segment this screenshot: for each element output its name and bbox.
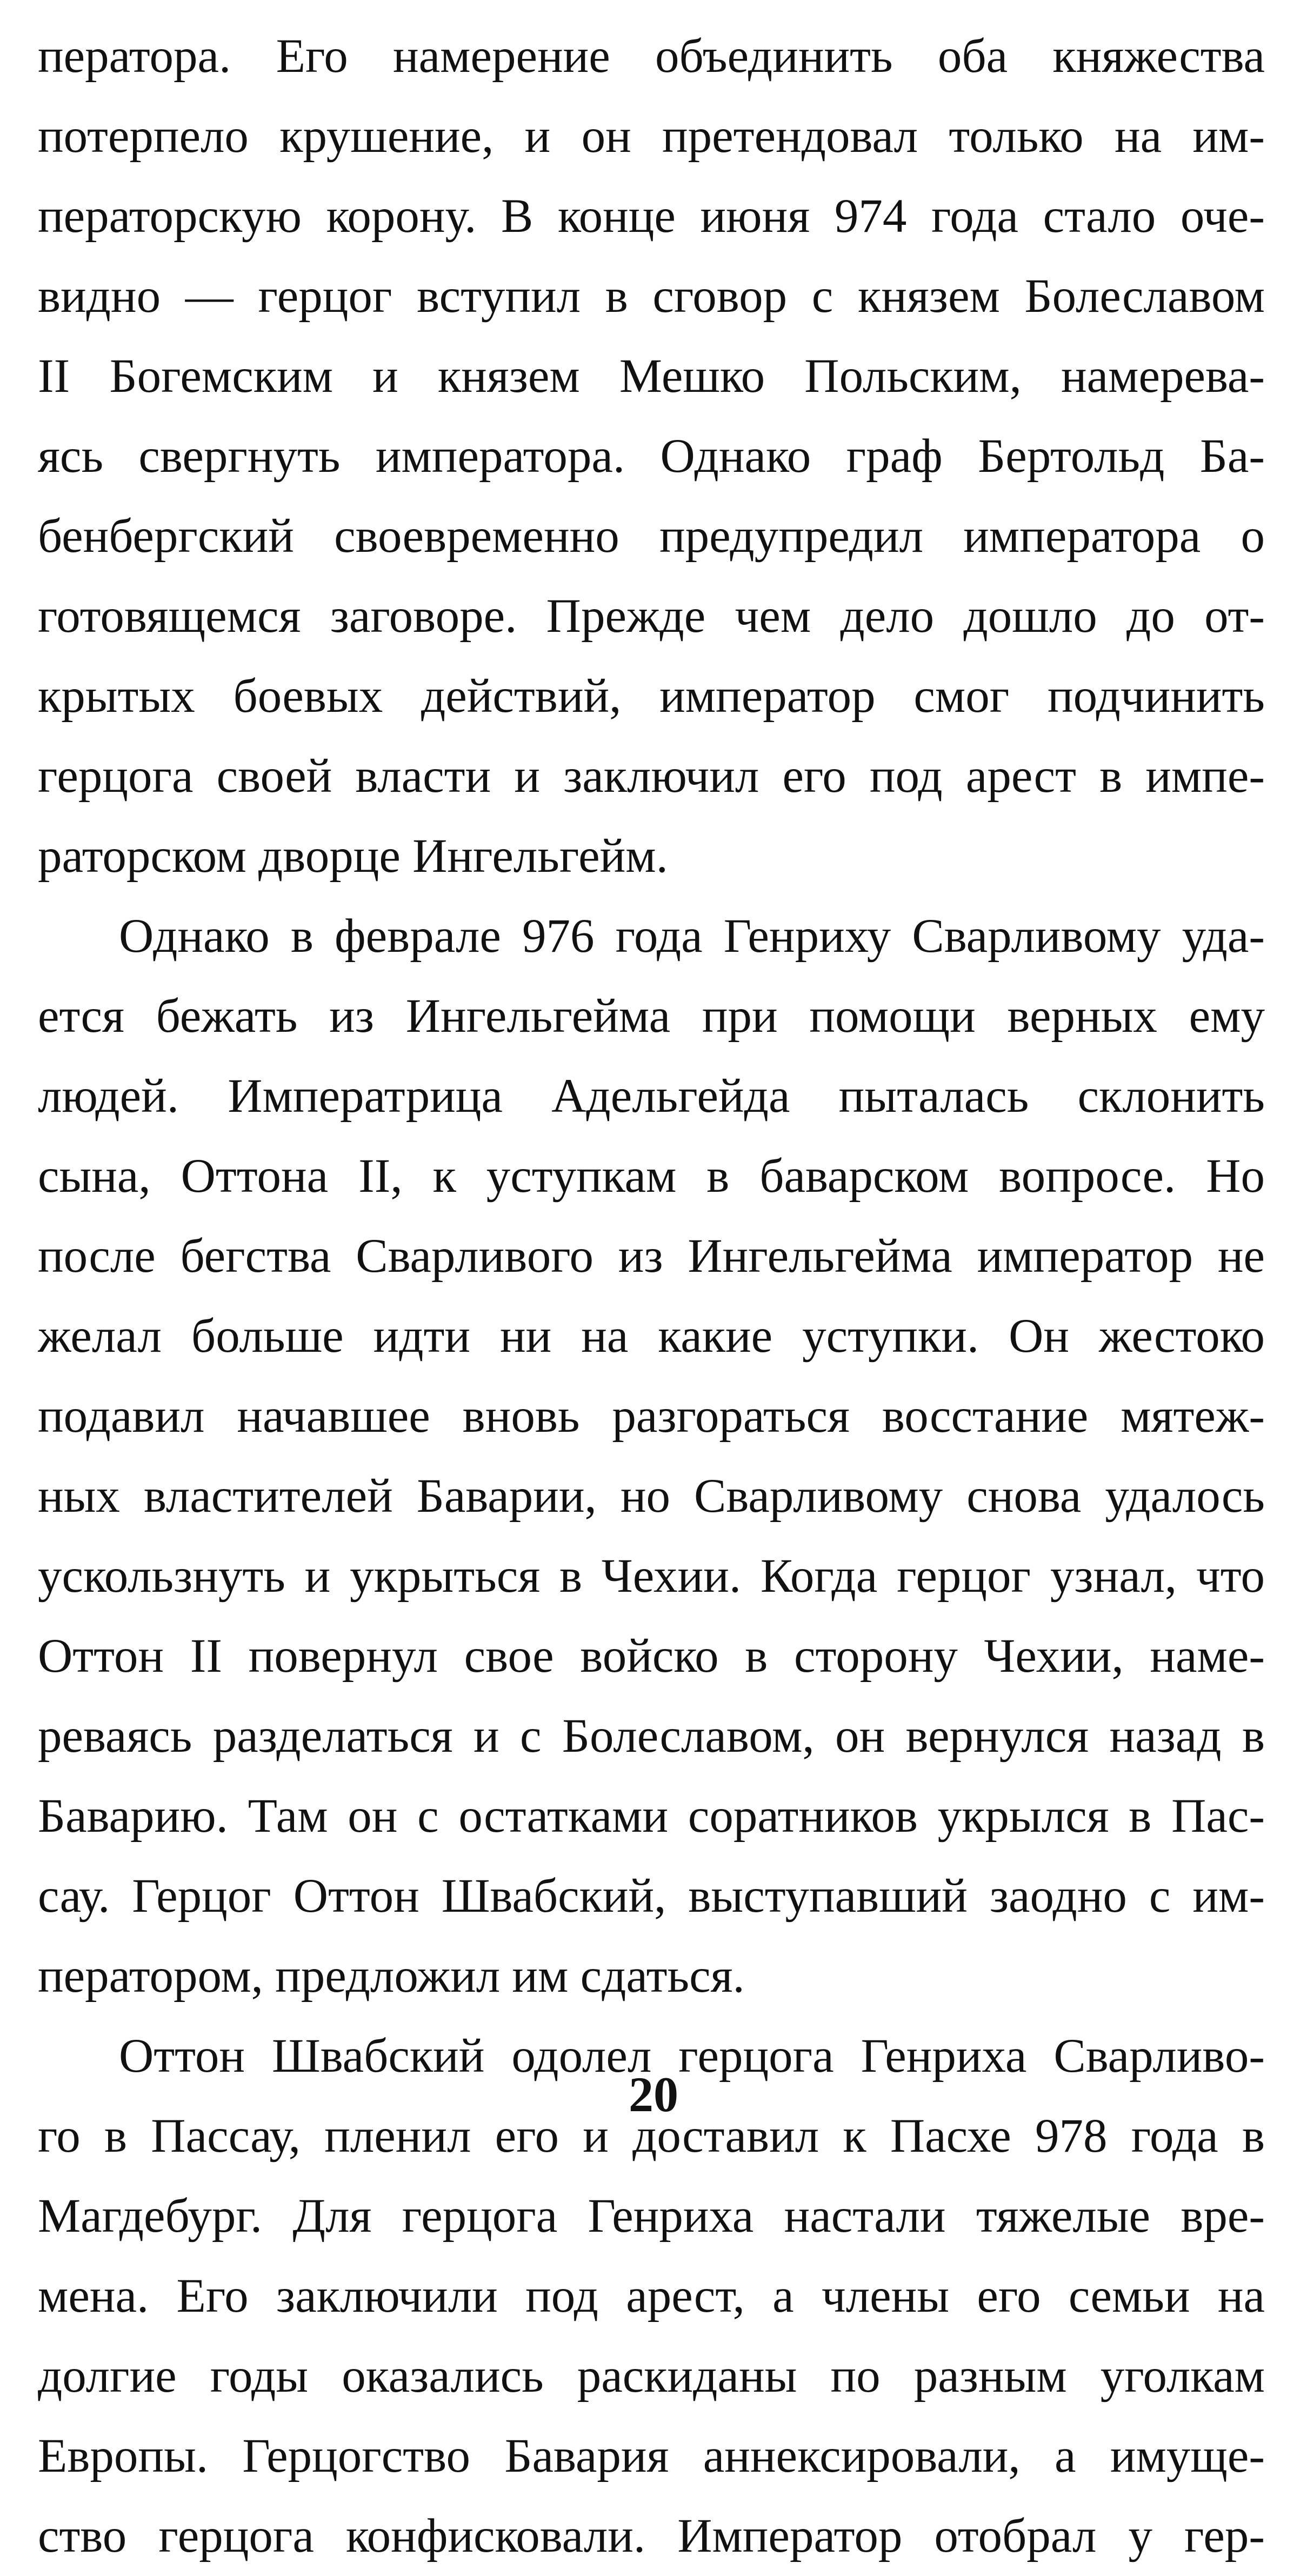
text-line: реваясь разделаться и с Болеславом, он вернулся назад в [38, 1710, 1265, 1763]
text-line: желал больше идти ни на какие уступки. Он жестоко [38, 1310, 1265, 1363]
text-line: II Богемским и князем Мешко Польским, намерева- [38, 350, 1265, 403]
text-line: ясь свергнуть императора. Однако граф Бертольд Ба- [38, 430, 1265, 483]
text-line: го в Пассау, пленил его и доставил к Пасхе 978 года в [38, 2110, 1265, 2163]
text-line: бенбергский своевременно предупредил императора о [38, 510, 1265, 563]
text-line: ператором, предложил им сдаться. [38, 1950, 745, 2003]
text-line: подавил начавшее вновь разгораться восстание мятеж- [38, 1390, 1265, 1443]
text-line: ство герцога конфисковали. Император отобрал у гер- [38, 2510, 1265, 2562]
text-line: ется бежать из Ингельгейма при помощи верных ему [38, 990, 1265, 1043]
page-text [38, 16, 1265, 2576]
text-line: готовящемся заговоре. Прежде чем дело дошло до от- [38, 590, 1265, 643]
text-line: людей. Императрица Адельгейда пыталась склонить [38, 1070, 1265, 1123]
text-line: ускользнуть и укрыться в Чехии. Когда герцог узнал, что [38, 1550, 1265, 1603]
text-line: герцога своей власти и заключил его под арест в импе- [38, 750, 1265, 803]
text-line: ператора. Его намерение объединить оба княжества [38, 30, 1265, 83]
page-number: 20 [629, 2067, 678, 2122]
text-line: потерпело крушение, и он претендовал только на им- [38, 110, 1265, 163]
text-line: видно — герцог вступил в сговор с князем Болеславом [38, 270, 1265, 323]
text-line: после бегства Сварливого из Ингельгейма император не [38, 1230, 1265, 1283]
text-line: мена. Его заключили под арест, а члены его семьи на [38, 2270, 1265, 2323]
text-line: Европы. Герцогство Бавария аннексировали, а имуще- [38, 2430, 1265, 2482]
text-line: раторском дворце Ингельгейм. [38, 830, 668, 883]
text-line: Однако в феврале 976 года Генриху Сварливому уда- [119, 910, 1265, 963]
paragraph-1 [38, 16, 1265, 896]
text-line: ных властителей Баварии, но Сварливому снова удалось [38, 1470, 1265, 1523]
text-line: крытых боевых действий, император смог подчинить [38, 670, 1265, 723]
text-line: Оттон II повернул свое войско в сторону Чехии, наме- [38, 1630, 1265, 1683]
paragraph-2 [38, 896, 1265, 2016]
text-line: Баварию. Там он с остатками соратников укрылся в Пас- [38, 1790, 1265, 1843]
text-line: сына, Оттона II, к уступкам в баварском вопросе. Но [38, 1150, 1265, 1203]
text-line: ператорскую корону. В конце июня 974 года стало оче- [38, 190, 1265, 243]
text-line: долгие годы оказались раскиданы по разным уголкам [38, 2350, 1265, 2403]
text-line: Магдебург. Для герцога Генриха настали тяжелые вре- [38, 2190, 1265, 2243]
text-line: Оттон Швабский одолел герцога Генриха Сварливо- [119, 2030, 1265, 2083]
text-line: сау. Герцог Оттон Швабский, выступавший заодно с им- [38, 1870, 1265, 1923]
